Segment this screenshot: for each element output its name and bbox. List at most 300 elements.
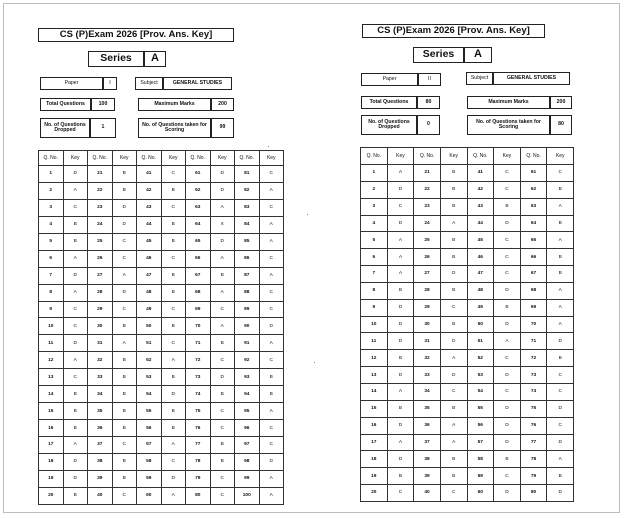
- paper-value: II: [418, 73, 441, 86]
- answer-key: C: [494, 181, 521, 198]
- answer-key: A: [387, 434, 414, 451]
- question-number: 46: [137, 250, 162, 267]
- question-number: 68: [186, 284, 211, 301]
- question-number: 46: [467, 249, 494, 266]
- answer-key: D: [440, 266, 467, 283]
- answer-key: D: [63, 470, 88, 487]
- table-row: [39, 453, 284, 470]
- answer-key: C: [547, 367, 574, 384]
- question-number: 42: [467, 181, 494, 198]
- answer-key: A: [440, 215, 467, 232]
- question-number: 61: [186, 166, 211, 183]
- question-number: 15: [361, 400, 388, 417]
- answer-key: D: [387, 417, 414, 434]
- answer-key: C: [259, 166, 284, 183]
- answer-key: C: [63, 369, 88, 386]
- question-number: 38: [414, 451, 441, 468]
- answer-key: A: [63, 182, 88, 199]
- question-number: 90: [235, 318, 260, 335]
- answer-key: A: [112, 335, 137, 352]
- question-number: 63: [186, 199, 211, 216]
- answer-key: C: [259, 352, 284, 369]
- answer-key: C: [112, 437, 137, 454]
- answer-key: C: [210, 352, 235, 369]
- question-number: 32: [88, 352, 113, 369]
- question-number: 48: [137, 284, 162, 301]
- table-row: [361, 299, 574, 316]
- question-number: 3: [361, 198, 388, 215]
- question-number: 40: [414, 485, 441, 502]
- header-qno: Q. No.: [235, 151, 260, 166]
- answer-key: A: [210, 250, 235, 267]
- answer-key: B: [440, 165, 467, 182]
- scoring-value: 99: [211, 118, 234, 138]
- answer-key: B: [63, 216, 88, 233]
- answer-key: D: [210, 369, 235, 386]
- table-row: [361, 198, 574, 215]
- header-qno: Q. No.: [137, 151, 162, 166]
- answer-key: B: [440, 282, 467, 299]
- question-number: 12: [361, 350, 388, 367]
- answer-key: B: [161, 318, 186, 335]
- answer-key: B: [387, 350, 414, 367]
- series-value: A: [144, 51, 166, 67]
- header-qno: Q. No.: [88, 151, 113, 166]
- table-row: [39, 284, 284, 301]
- answer-key: C: [494, 350, 521, 367]
- subject-label: Subject: [135, 77, 163, 90]
- answer-key: C: [494, 232, 521, 249]
- header-key: Key: [161, 151, 186, 166]
- subject-label: Subject: [466, 72, 493, 85]
- question-number: 75: [520, 400, 547, 417]
- table-row: [361, 215, 574, 232]
- answer-key: D: [387, 215, 414, 232]
- question-number: 29: [414, 299, 441, 316]
- dropped-label: No. of Questions Dropped: [361, 115, 417, 135]
- question-number: 2: [39, 182, 64, 199]
- answer-key: C: [210, 470, 235, 487]
- answer-key: B: [440, 451, 467, 468]
- table-row: [39, 403, 284, 420]
- question-number: 33: [414, 367, 441, 384]
- question-number: 100: [235, 487, 260, 504]
- answer-key: C: [387, 485, 414, 502]
- question-number: 30: [88, 318, 113, 335]
- question-number: 71: [520, 333, 547, 350]
- answer-key: B: [112, 318, 137, 335]
- answer-key: D: [494, 215, 521, 232]
- answer-key: B: [494, 451, 521, 468]
- table-row: [361, 485, 574, 502]
- question-number: 79: [520, 468, 547, 485]
- answer-key: B: [161, 182, 186, 199]
- total-questions-value: 80: [417, 96, 440, 109]
- question-number: 66: [186, 250, 211, 267]
- question-number: 68: [520, 282, 547, 299]
- question-number: 34: [414, 383, 441, 400]
- question-number: 4: [361, 215, 388, 232]
- max-marks-label: Maximum Marks: [467, 96, 550, 109]
- question-number: 27: [88, 267, 113, 284]
- answer-key: C: [494, 165, 521, 182]
- question-number: 63: [520, 198, 547, 215]
- question-number: 54: [467, 383, 494, 400]
- total-questions-label: Total Questions: [361, 96, 417, 109]
- answer-key: A: [210, 284, 235, 301]
- answer-key: A: [259, 335, 284, 352]
- answer-key: D: [387, 299, 414, 316]
- question-number: 69: [520, 299, 547, 316]
- dropped-label: No. of Questions Dropped: [40, 118, 90, 138]
- answer-key: B: [387, 400, 414, 417]
- answer-key: C: [161, 250, 186, 267]
- question-number: 60: [137, 487, 162, 504]
- answer-key: C: [259, 437, 284, 454]
- question-number: 76: [186, 420, 211, 437]
- answer-key: D: [387, 181, 414, 198]
- question-number: 19: [39, 470, 64, 487]
- answer-key: D: [210, 233, 235, 250]
- max-marks-value: 200: [211, 98, 234, 111]
- question-number: 31: [88, 335, 113, 352]
- question-number: 59: [467, 468, 494, 485]
- answer-key: B: [210, 335, 235, 352]
- answer-key: C: [259, 250, 284, 267]
- answer-key: B: [112, 352, 137, 369]
- question-number: 6: [39, 250, 64, 267]
- answer-key: D: [494, 316, 521, 333]
- question-number: 54: [137, 386, 162, 403]
- question-number: 76: [520, 417, 547, 434]
- answer-key: A: [387, 232, 414, 249]
- answer-key: B: [387, 282, 414, 299]
- question-number: 28: [414, 282, 441, 299]
- question-number: 7: [39, 267, 64, 284]
- question-number: 67: [520, 266, 547, 283]
- answer-key: C: [63, 199, 88, 216]
- answer-key: A: [547, 282, 574, 299]
- header-qno: Q. No.: [361, 148, 388, 165]
- answer-key: D: [494, 434, 521, 451]
- answer-key: D: [63, 166, 88, 183]
- answer-key: A: [63, 352, 88, 369]
- answer-key: B: [63, 487, 88, 504]
- answer-key: B: [494, 299, 521, 316]
- answer-key: D: [210, 166, 235, 183]
- header-key: Key: [112, 151, 137, 166]
- question-number: 16: [361, 417, 388, 434]
- answer-key: D: [440, 367, 467, 384]
- question-number: 30: [414, 316, 441, 333]
- question-number: 72: [186, 352, 211, 369]
- question-number: 93: [235, 369, 260, 386]
- table-row: [39, 352, 284, 369]
- answer-key: C: [440, 485, 467, 502]
- answer-key: B: [494, 198, 521, 215]
- question-number: 21: [88, 166, 113, 183]
- question-number: 82: [235, 182, 260, 199]
- answer-key: A: [547, 198, 574, 215]
- question-number: 36: [88, 420, 113, 437]
- answer-key: B: [547, 181, 574, 198]
- answer-key: B: [440, 198, 467, 215]
- table-row: [39, 182, 284, 199]
- table-row: [361, 165, 574, 182]
- answer-key: C: [494, 249, 521, 266]
- question-number: 49: [467, 299, 494, 316]
- question-number: 57: [137, 437, 162, 454]
- question-number: 37: [88, 437, 113, 454]
- answer-key: D: [161, 386, 186, 403]
- table-row: [361, 468, 574, 485]
- answer-key: A: [547, 451, 574, 468]
- answer-key: C: [210, 301, 235, 318]
- question-number: 8: [39, 284, 64, 301]
- question-number: 69: [186, 301, 211, 318]
- question-number: 28: [88, 284, 113, 301]
- question-number: 18: [39, 453, 64, 470]
- question-number: 98: [235, 453, 260, 470]
- answer-key: X: [210, 216, 235, 233]
- table-row: [361, 333, 574, 350]
- answer-key: C: [161, 453, 186, 470]
- answer-key: B: [210, 453, 235, 470]
- question-number: 19: [361, 468, 388, 485]
- answer-key: B: [112, 182, 137, 199]
- total-questions-label: Total Questions: [40, 98, 91, 111]
- question-number: 20: [39, 487, 64, 504]
- question-number: 51: [137, 335, 162, 352]
- question-number: 15: [39, 403, 64, 420]
- answer-key: D: [63, 335, 88, 352]
- answer-key: C: [494, 468, 521, 485]
- question-number: 22: [88, 182, 113, 199]
- table-row: [39, 386, 284, 403]
- answer-key: C: [210, 420, 235, 437]
- question-number: 25: [88, 233, 113, 250]
- answer-key: B: [440, 400, 467, 417]
- question-number: 99: [235, 470, 260, 487]
- scan-speck: [314, 362, 315, 363]
- question-number: 1: [39, 166, 64, 183]
- answer-key: A: [63, 250, 88, 267]
- table-row: [361, 400, 574, 417]
- header-key: Key: [387, 148, 414, 165]
- question-number: 8: [361, 282, 388, 299]
- answer-key: C: [259, 301, 284, 318]
- table-row: [361, 316, 574, 333]
- answer-key: C: [112, 301, 137, 318]
- header-qno: Q. No.: [467, 148, 494, 165]
- question-number: 66: [520, 249, 547, 266]
- question-number: 78: [186, 453, 211, 470]
- answer-key: A: [259, 182, 284, 199]
- answer-key: A: [547, 299, 574, 316]
- table-row: [39, 199, 284, 216]
- question-number: 33: [88, 369, 113, 386]
- answer-key: C: [259, 284, 284, 301]
- answer-key: C: [63, 301, 88, 318]
- question-number: 42: [137, 182, 162, 199]
- max-marks-value: 200: [550, 96, 572, 109]
- total-questions-value: 100: [91, 98, 115, 111]
- answer-key-table: [360, 147, 574, 502]
- table-row: [361, 367, 574, 384]
- answer-key: B: [112, 470, 137, 487]
- question-number: 27: [414, 266, 441, 283]
- answer-key: B: [547, 266, 574, 283]
- question-number: 1: [361, 165, 388, 182]
- question-number: 43: [137, 199, 162, 216]
- answer-key: A: [161, 352, 186, 369]
- answer-key: A: [387, 165, 414, 182]
- answer-key: B: [63, 386, 88, 403]
- answer-key: C: [112, 250, 137, 267]
- question-number: 97: [235, 437, 260, 454]
- question-number: 47: [467, 266, 494, 283]
- question-number: 5: [361, 232, 388, 249]
- question-number: 61: [520, 165, 547, 182]
- table-row: [361, 451, 574, 468]
- answer-key: D: [387, 333, 414, 350]
- scan-speck: [268, 146, 269, 147]
- question-number: 94: [235, 386, 260, 403]
- question-number: 35: [414, 400, 441, 417]
- question-number: 13: [39, 369, 64, 386]
- subject-value: GENERAL STUDIES: [493, 72, 570, 85]
- question-number: 91: [235, 335, 260, 352]
- answer-key: D: [387, 451, 414, 468]
- table-row: [39, 335, 284, 352]
- question-number: 29: [88, 301, 113, 318]
- question-number: 44: [137, 216, 162, 233]
- answer-key: B: [210, 437, 235, 454]
- table-row: [361, 282, 574, 299]
- question-number: 89: [235, 301, 260, 318]
- answer-key: C: [547, 417, 574, 434]
- table-row: [39, 166, 284, 183]
- question-number: 5: [39, 233, 64, 250]
- answer-key: A: [259, 487, 284, 504]
- question-number: 18: [361, 451, 388, 468]
- question-number: 49: [137, 301, 162, 318]
- scan-speck: [307, 214, 308, 215]
- answer-key: C: [259, 420, 284, 437]
- table-row: [361, 266, 574, 283]
- answer-key: B: [112, 386, 137, 403]
- question-number: 55: [137, 403, 162, 420]
- answer-key: D: [494, 367, 521, 384]
- question-number: 73: [186, 369, 211, 386]
- question-number: 36: [414, 417, 441, 434]
- table-row: [39, 301, 284, 318]
- answer-key: D: [494, 400, 521, 417]
- header-key: Key: [547, 148, 574, 165]
- table-row: [361, 434, 574, 451]
- answer-key: C: [494, 383, 521, 400]
- header-qno: Q. No.: [186, 151, 211, 166]
- answer-key: C: [161, 335, 186, 352]
- question-number: 64: [186, 216, 211, 233]
- question-number: 80: [186, 487, 211, 504]
- answer-key: D: [112, 216, 137, 233]
- series-value: A: [464, 47, 492, 63]
- answer-key: D: [210, 182, 235, 199]
- answer-key: A: [440, 350, 467, 367]
- answer-key: B: [547, 350, 574, 367]
- answer-key: B: [161, 420, 186, 437]
- question-number: 6: [361, 249, 388, 266]
- question-number: 70: [186, 318, 211, 335]
- answer-key: A: [259, 267, 284, 284]
- question-number: 62: [186, 182, 211, 199]
- answer-key: D: [259, 453, 284, 470]
- answer-key: B: [112, 369, 137, 386]
- table-row: [39, 420, 284, 437]
- answer-key: C: [387, 198, 414, 215]
- table-row: [39, 233, 284, 250]
- question-number: 74: [520, 383, 547, 400]
- answer-key: B: [440, 232, 467, 249]
- question-number: 9: [361, 299, 388, 316]
- question-number: 32: [414, 350, 441, 367]
- answer-key: D: [63, 453, 88, 470]
- scoring-value: 80: [550, 115, 572, 135]
- table-row: [39, 250, 284, 267]
- question-number: 75: [186, 403, 211, 420]
- answer-key: B: [161, 233, 186, 250]
- scoring-label: No. of Questions taken for Scoring: [467, 115, 550, 135]
- answer-key: A: [259, 233, 284, 250]
- answer-key: A: [259, 403, 284, 420]
- question-number: 81: [235, 166, 260, 183]
- answer-key: B: [63, 420, 88, 437]
- table-row: [39, 369, 284, 386]
- question-number: 62: [520, 181, 547, 198]
- question-number: 70: [520, 316, 547, 333]
- question-number: 37: [414, 434, 441, 451]
- answer-key: B: [547, 249, 574, 266]
- answer-key: B: [161, 267, 186, 284]
- question-number: 65: [186, 233, 211, 250]
- sheet-title: CS (P)Exam 2026 [Prov. Ans. Key]: [38, 28, 234, 42]
- answer-key: B: [112, 420, 137, 437]
- sheet-paper-2: [300, 0, 625, 518]
- answer-key: B: [440, 181, 467, 198]
- answer-key: B: [63, 403, 88, 420]
- question-number: 50: [137, 318, 162, 335]
- header-key: Key: [494, 148, 521, 165]
- question-number: 23: [88, 199, 113, 216]
- answer-key: D: [259, 318, 284, 335]
- question-number: 31: [414, 333, 441, 350]
- answer-key: A: [259, 470, 284, 487]
- question-number: 60: [467, 485, 494, 502]
- table-row: [361, 232, 574, 249]
- question-number: 51: [467, 333, 494, 350]
- question-number: 58: [467, 451, 494, 468]
- answer-key: A: [63, 284, 88, 301]
- answer-key: B: [63, 233, 88, 250]
- answer-key: A: [440, 417, 467, 434]
- answer-key: B: [259, 369, 284, 386]
- answer-key: C: [210, 403, 235, 420]
- question-number: 47: [137, 267, 162, 284]
- answer-key: B: [161, 216, 186, 233]
- answer-key: B: [210, 267, 235, 284]
- table-row: [39, 318, 284, 335]
